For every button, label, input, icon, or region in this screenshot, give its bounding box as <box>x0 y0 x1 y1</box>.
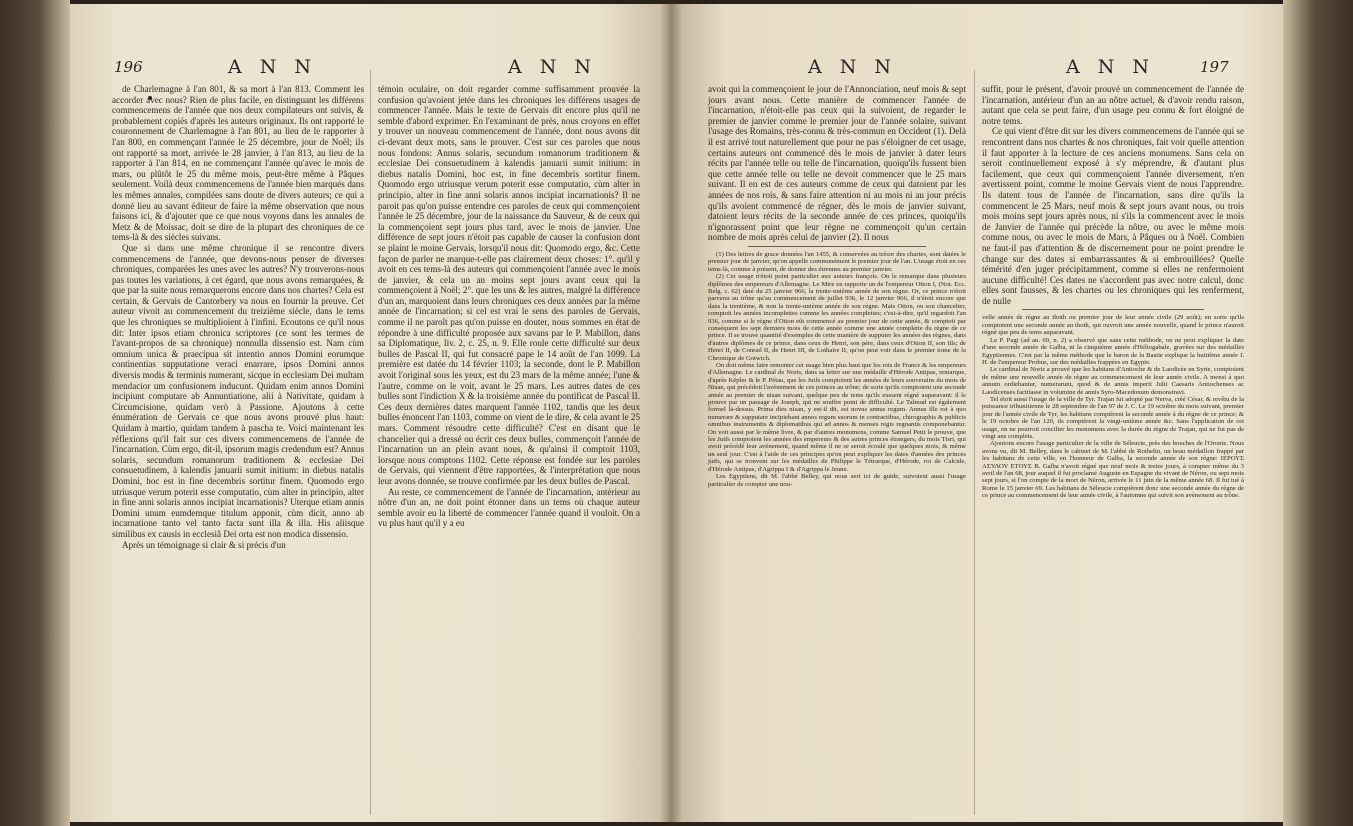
page-number: 196 <box>114 58 143 76</box>
footnotes <box>708 251 966 488</box>
running-head: A N N <box>508 56 598 78</box>
running-head: A N N <box>808 56 898 78</box>
left-page <box>70 4 670 822</box>
paragraph: Ce qui vient d'être dit sur les divers commencemens de l'année qui se rencontrent dans nos chartes & nos chroniques, fait voir quelle attention il faut apporter à la lecture de ces anciens monumens. Sans cela on seroit continuellement exposé à s'y méprendre, & d'autant plus facilement, que ceux qui commençoient l'année diversement, n'en avertissent point, comme le moine Gervais vient de nous l'apprendre. Ils datent tous de l'année de l'incarnation, sans dire qu'ils la commencent le 25 Mars, neuf mois & sept jours avant nous, ou trois mois moins sept jours après nous, ni s'ils la commencent avec le mois de Janvier de l'année qui précède la nôtre, ou avec le même mois comme nous, ou avec le mois de Mars, à Pâques ou à Noël. Combien ne faut-il pas d'attention & de discernement pour ne point prendre le change sur des dates si embarrassantes & si embrouillées? Quelle témérité d'en juger précipitamment, comme si elles ne renfermoient aucune difficulté! Ces dates ne s'accordent pas avec notre calcul, donc elles sont fausses, & les chartes ou les chroniques qui les renferment, de nulle <box>982 126 1244 306</box>
left-column-1 <box>112 84 364 550</box>
footnote: velle année de règne au thoth ou premier jour de leur année civile (29 août); en sorte qu'ils comptoient une seconde année au thoth, qui ouvroit une année nouvelle, quand le prince n'auroit régné que peu de tems auparavant. <box>982 314 1244 337</box>
left-column-2 <box>378 84 640 529</box>
book-gutter <box>660 0 682 826</box>
footnote: Les Egyptiens, dit M. l'abbé Belley, qui nous sert ici de guide, suivoient aussi l'usage particulier de compter une nou- <box>708 473 966 488</box>
right-page <box>670 4 1283 822</box>
column-divider <box>974 70 975 815</box>
footnote-rule <box>748 246 926 247</box>
right-column-2 <box>982 84 1244 500</box>
footnote: (1) Des lettres de grace données l'an 1455, & conservées au trésor des chartes, sont datées le premier jour de janvier, qu'on appelle communément le premier jour de l'an. L'usage étoit en ces tems-là, comme à présent, de donner des étrennes au premier janvier. <box>708 250 966 273</box>
paragraph: témoin oculaire, on doit regarder comme suffisamment prouvée la confusion qu'avoient jetée dans les chroniques les différens usages de commencer l'année. Mais le texte de Gervais dit encore plus qu'il ne semble d'abord exprimer. En l'examinant de près, nous croyons en effet y trouver un nouveau commencement de l'année, dont nous avons dit ci-devant deux mots, sans le prouver. C'est sur ces paroles que nous nous fondons: Annus solaris, secundum romanorum traditionem & ecclesiae Dei consuetudinem à kalendis januarii sumit initium: in diebus natalis Domini, hoc est, in fine decembris sortitur finem. Quomodo ergo utriusque verum poterit esse computatio, cùm alter in principio, alter in fine anni solaris annos incipiat incarnationis? Il ne paroit pas qu'on puisse entendre ces paroles de ceux qui commençoient l'année le 25 décembre, jour de la naissance du Sauveur, & de ceux qui la commençoient sept jours plus tard, avec le mois de janvier. Une différence de sept jours n'étoit pas capable de causer la confusion dont se plaint le moine Gervais, lorsqu'il nous dit: Quomodo ergo, &c. Cette façon de parler ne marque-t-elle pas clairement deux choses: 1°. qu'il y avoit en ces tems-là des auteurs qui commençoient l'année avec le mois de janvier, & cela un an moins sept jours avant ceux qui la commençoient à Noël; 2°. que les uns & les autres, malgré la différence d'un an, marquoient dans leurs chroniques ces deux années par la même année de l'incarnation; si cel est vrai le sens des paroles de Gervais, comme il ne paroît pas qu'on puisse en douter, nous sommes en état de répondre à une difficulté proposée aux savans par le P. Mabillon, dans sa Diplomatique, liv. 2, c. 25, n. 9. Elle roule cette difficulté sur deux bulles de Pascal II, qui fut consacré pape le 14 août de l'an 1099. La première est datée du 14 février 1103; la seconde, dont le P. Mabillon avoit l'original sous les yeux, est du 23 mars de la même année; l'une & l'autre, comme on le voit, avant le 25 mars. Les autres dates de ces bulles sont l'indiction X & la troisième année du pontificat de Pascal II. Ces deux dernières dates marquent l'année 1102, tandis que les deux bulles énoncent l'an 1103, comme on vient de le dire, & cela avant le 25 mars. Comment résoudre cette difficulté? C'est en disant que le chancelier qui a dressé ou écrit ces deux bulles, commençoit l'année de l'incarnation un an plein avant nous, & qu'ainsi il comptoit 1103, lorsque nous comptons 1102. Cette réponse est fondée sur les paroles de Gervais, qui viennent d'être rapportées, & l'interprétation que nous leur avons donnée, se trouve confirmée par les deux bulles de Pascal. <box>378 84 640 486</box>
footnote: Le cardinal de Noris a prouvé que les habitans d'Antioche & de Laodicée en Syrie, comptoient de même une nouvelle année de règne au commencement de leur année civile. A mensi à quo annum ordiebantur, numerarunt, quod & de annis imperii Julii Caesaris Antiochenses ac Laodicenses factitasse in volumine de annis Syro-Macedonum demonstravi. <box>982 366 1244 396</box>
footnote: On doit même faire remonter cet usage bien plus haut que les rois de France & les empereurs d'Allemagne. Le cardinal de Noris, dans sa lettre sur une médaille d'Hérode Antipas, remarque, d'après Képler & le P. Pétau, que les Juifs comptoient les années de leurs souverains du mois de Nisan, qui précédoit l'avènement de ces princes au trône; de sorte qu'ils comptoient une seconde année au premier de nisan suivant, quelque peu de tems qu'ils eussent régné auparavant: il le prouve par un passage de Joseph, qui ne souffre point de difficulté. Le Talmud est également formel là-dessus. Prima dies nisan, y est-il dit, est novus annus regum. Annus ille est à quo numerare & supputare incipiebant annos regum suorum in contractibus, chirographis & publicis omnibus instrumentis & diplomatibus qui ad annos & menses regis regnantis componebantur. On voit aussi par le même livre, & par d'autres monumens, comme Samuel Petit le prouve, que les Juifs comptoient les années des empereurs & des autres princes étrangers, du mois Tisri, qui avoit précédé leur avènement, quand même il ne se seroit écoulé que quelques mois, & même un seul jour. C'est à l'aide de ces principes qu'on peut expliquer les dates d'années des princes juifs, qui se trouvent sur les médailles de Philippe le Tétrarque, d'Hérode, roi de Calcide, d'Hérode Antipas, d'Agrippa I & d'Agrippa le Jeune. <box>708 362 966 473</box>
footnotes <box>982 314 1244 499</box>
paragraph: Que si dans une même chronique il se rencontre divers commencemens de l'année, que devons-nous penser de diverses chroniques, comparées les unes avec les autres? N'y trouverons-nous pas toutes les variations, à cet égard, que nous avons remarquées, & que par la suite nous remarquerons encore dans nos chartes? Cela est certain, & Gervais de Cantorbery va nous en fournir la preuve. Cet auteur vivoit au commencement du treizième siècle, dans le tems que les chroniques se multiplioient à l'infini. Ecoutons ce qu'il nous dit: Inter ipsos etiam chronica scriptores (ce sont les termes de l'avant-propos de sa chronique) nonnulla dissensio est. Nam cùm omnium unica & praecipua sit intentio annos Domini eorumque continentias supputatione veraci enarrare, ipsos Domini annos diversis modis & terminis numerant, sicque in ecclesiam Dei multam mendacior um confusionem inducunt. Quidam enim annos Domini incipiunt computare ab Annuntiatione, alii à Nativitate, quidam à Circumcisione, quidam verò à Passione. Ajoutons à cette énumération de Gervais ce que nous avons prouvé plus haut: Quidam à martio, quidam tandem à pascha te. Voici maintenant les réflexions qu'il fait sur ces divers commencemens de l'année de l'incarnation. Cùm ergo, dit-il, ipsorum magis credendum est? Annus solaris, secundum romanorum traditionem & ecclesiae Dei consuetudinem, à kalendis januarii sumit initium: in diebus natalis Domini, hoc est in fine decembris sortitur finem. Quomodo ergo utriusque verum poterit esse computatio, cùm alter in principio, alter in fine anni solaris annos incipiat incarnationis? Uterque etiam annis Domini unum eumdemque titulum apponit, cùm dicit, anno ab incarnatione tanto vel tanto facta sunt illa & illa. His aliisque similibus ex causis in ecclesiâ Dei orta est non modica dissensio. <box>112 242 364 539</box>
paragraph: de Charlemagne à l'an 801, & sa mort à l'an 813. Comment les accorder avec nous? Rien de plus facile, en distinguant les différens commencemens de l'année que nos deux compilateurs ont suivis, & probablement copiés d'après les auteurs originaux. Ils ont rapporté le couronnement de Charlemagne à l'an 801, au lieu de le rapporter à l'an 800, en commençant l'année le 25 décembre, jour de Noël; ils ont rapporté sa mort, arrivée le 28 janvier, à l'an 813, au lieu de la rapporter à l'an 814, en ne commençant l'année qu'avec le mois de mars, ou plûtôt le 25 du même mois, peut-être même à Pâques seulement. Voilà deux commencemens de l'année bien marqués dans les mêmes annales, compilées sans doute de divers auteurs; ce qui a donné lieu au savant éditeur de faire la même observation que nous faisons ici, & d'ajouter que ce que nous voyons dans les annales de Metz & de Moissac, doit se dire de la plupart des chroniques de ce tems-là & des siècles suivans. <box>112 84 364 243</box>
right-column-1 <box>708 84 966 488</box>
right-page-header <box>670 56 1283 82</box>
footnote: Ajoutons encore l'usage particulier de la ville de Séleucie, près des bouches de l'Oronte. Nous avons vu, dit M. Belley, dans le cabinet de M. l'abbé de Rothelin, un beau médaillon frappé par les habitans de cette ville, en l'honneur de Galba, la seconde année de son règne: ΙΕΡΟΥΣ ΑΣΥΛΟΥ ΕΤΟΥΣ Β. Galba n'avoit régné que neuf mois & treize jours, à compter même du 3 avril de l'an 68, jour auquel il fut proclamé Auguste en Espagne du vivant de Néron, ou sept mois sept jours, si l'on compte de la mort de Néron, arrivée le 11 juin de la même année 68. Il fut tué à Rome le 15 janvier 69. Les habitans de Séleucie comptèrent donc une seconde année du règne de ce prince au commencement de leur année civile, à l'automne qui suivit son avènement au trône. <box>982 440 1244 500</box>
paragraph: avoit qui la commençoient le jour de l'Annonciation, neuf mois & sept jours avant nous. Cette manière de commencer l'année de l'incarnation, n'étoit-elle pas ceux qui la suivoient, de regarder le premier de janvier comme le premier jour de l'année solaire, suivant l'usage des Romains, très-connu & très-commun en Occident (1). Delà il est arrivé tout naturellement que pour ne pas s'éloigner de cet usage, certains auteurs ont commencé dès le mois de janvier à dater leurs récits par l'année telle ou telle de l'incarnation, quoiqu'ils fussent bien que cette année telle ou telle ne devoit commencer que le 25 mars suivant. Il en est de ces auteurs comme de ceux qui datoient par les années de nos rois, & sans faire attention ni au mois ni au jour précis qu'ils avoient commencé de régner, dès le mois de janvier suivant, datoient leurs récits de la seconde année de ces princes, quoiqu'ils n'ignorassent point que leur règne ne commençoit qu'un certain nombre de mois après celui de janvier (2). Il nous <box>708 84 966 243</box>
paragraph: Au reste, ce commencement de l'année de l'incarnation, antérieur au nôtre d'un an, ne doit point étonner dans un tems où chaque auteur semble avoir eu la liberté de commencer l'année quand il vouloit. On a vu plus haut qu'il y a eu <box>378 486 640 529</box>
paragraph: suffit, pour le présent, d'avoir prouvé un commencement de l'année de l'incarnation, antérieur d'un an au nôtre actuel, & d'avoir rendu raison, autant que cela se peut faire, d'un usage peu connu & fort éloigné de notre tems. <box>982 84 1244 126</box>
page-number: 197 <box>1200 58 1229 76</box>
footnote: Tel étoit aussi l'usage de la ville de Tyr. Trajan fut adopté par Nerva, créé César, & revêtu de la puissance tribunitienne le 28 septembre de l'an 97 de J. C. Le 19 octobre du mois suivant, premier jour de l'année civile de Tyr, les habitans comptèrent la seconde année à du règne de ce prince; & le 19 octobre de l'an 120, ils comptèrent la vingt-unième année &c. Sans l'application de cet usage, on ne pourroit concilier les monumens avec la durée du règne de Trajan, qui ne fut pas de vingt ans complets. <box>982 395 1244 440</box>
paragraph: Après un témoignage si clair & si précis d'un <box>122 539 286 550</box>
right-page-edges <box>1283 0 1353 826</box>
footnote: (2) Cet usage n'étoit point particulier aux auteurs françois. On le remarque dans plusieurs diplômes des empereurs d'Allemagne. Le Mire en rapporte un de l'empereur Otton I, (Not. Ecc. Belg. c. 62) daté du 25 janvier 966, la trente-unième année de son règne. Or, ce prince n'étoit parvenu au trône qu'au commencement de juillet 936, le 12 janvier 966, il n'étoit encore que dans la trentième, & non la trente-unième année de son règne. Mais Otton, ou son chancelier, comptoit les années incomplettes comme les années complettes; c'est-à-dire, qu'il regardoit l'an 936, comme si le règne d'Otton eût commencé au premier jour de cette année, & comptoit par conséquent les sept derniers mois de cette année comme une année complette du règne de ce prince. Il se trouve quantité d'exemples de cette manière de supputer les années des règnes, dans d'autres diplômes de ce prince, dans ceux de Henri, son père, dans ceux d'Otton II, son fils; de Henri II, de Conrad II, de Henri III, de Lothaire II, qu'on peut voir dans le premier tome de la Chronique de Gotwich. <box>708 273 966 362</box>
left-page-edges <box>0 0 70 826</box>
running-head: A N N <box>1066 56 1156 78</box>
footnote: Le P. Pagi (ad an. 69, n. 2) a observé que sans cette méthode, on ne peut expliquer la date d'une seconde année de Galba, ni la cinquième année d'Héliogabale, gravées sur des médailles Egyptiennes. C'est par la même méthode que le baron de la Bastie explique la huitième année I. H. de l'empereur Probus, sur des médailles frappées en Egypte. <box>982 336 1244 366</box>
running-head: A N N <box>228 56 318 78</box>
column-divider <box>370 70 371 815</box>
footnote-rule <box>1022 309 1204 310</box>
